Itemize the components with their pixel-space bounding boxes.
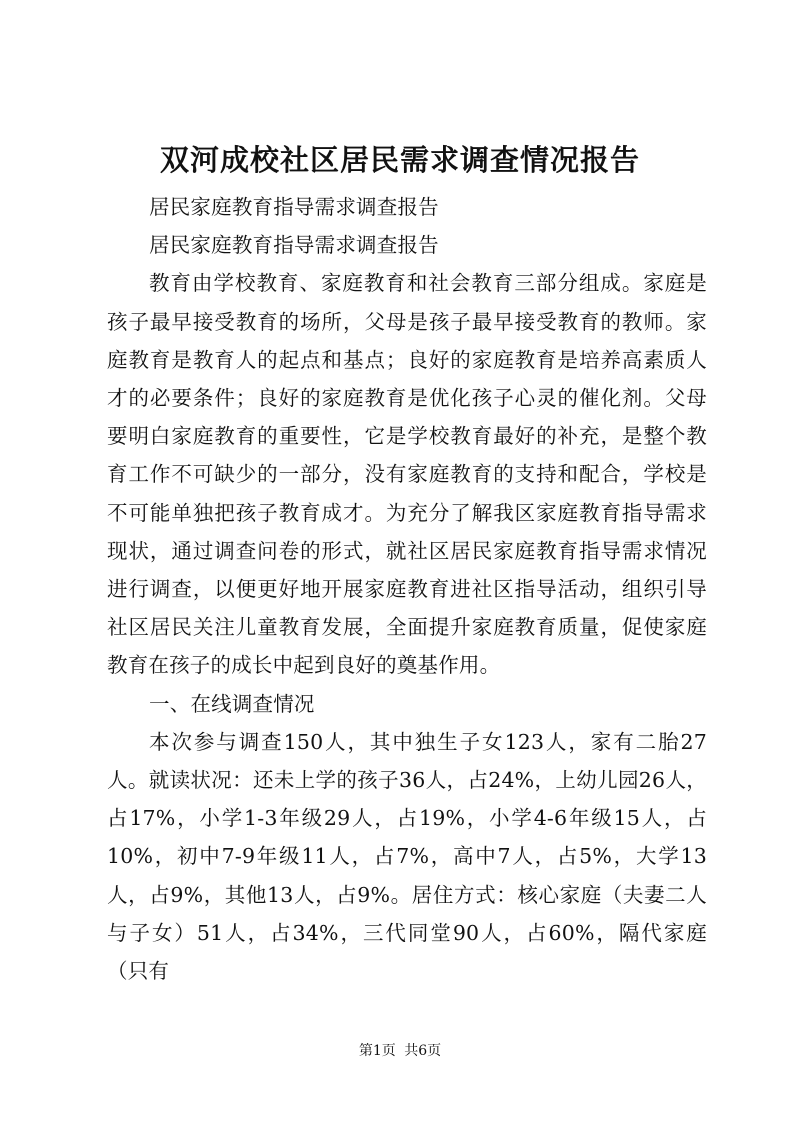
page-number: 第1页 共6页 (358, 1043, 442, 1059)
subtitle-paragraph: 居民家庭教育指导需求调查报告 (149, 233, 439, 258)
intro-paragraph: 教育由学校教育、家庭教育和社会教育三部分组成。家庭是孩子最早接受教育的场所，父母是孩子最早接受教育的教师。家庭教育是教育人的起点和基点；良好的家庭教育是培养高素质人才的必要条件；良好的家庭教育是优化孩子心灵的催化剂。父母要明白家庭教育的重要性，它是学校教育最好的补充，是整个教育工作不可缺少的一部分，没有家庭教育的支持和配合，学校是不可能单独把孩子教育成才。为充分了解我区家庭教育指导需求现状，通过调查问卷的形式，就社区居民家庭教育指导需求情况进行调查，以便更好地开展家庭教育进社区指导活动，组织引导社区居民关注儿童教育发展，全面提升家庭教育质量，促使家庭教育在孩子的成长中起到良好的奠基作用。 (107, 271, 707, 678)
section-heading: 一、在线调查情况 (149, 691, 315, 716)
subtitle-paragraph: 居民家庭教育指导需求调查报告 (149, 195, 439, 219)
survey-paragraph: 本次参与调查150人，其中独生子女123人，家有二胎27人。就读状况：还未上学的孩子36人，占24%，上幼儿园26人，占17%，小学1-3年级29人，占19%，小学4-6年级15人，占10%，初中7-9年级11人，占7%，高中7人，占5%，大学13人，占9%，其他13人，占9%。居住方式：核心家庭（夫妻二人与子女）51人，占34%，三代同堂90人，占60%，隔代家庭（只有 (107, 729, 707, 984)
document-title: 双河成校社区居民需求调查情况报告 (159, 143, 640, 177)
document-body (107, 188, 707, 990)
